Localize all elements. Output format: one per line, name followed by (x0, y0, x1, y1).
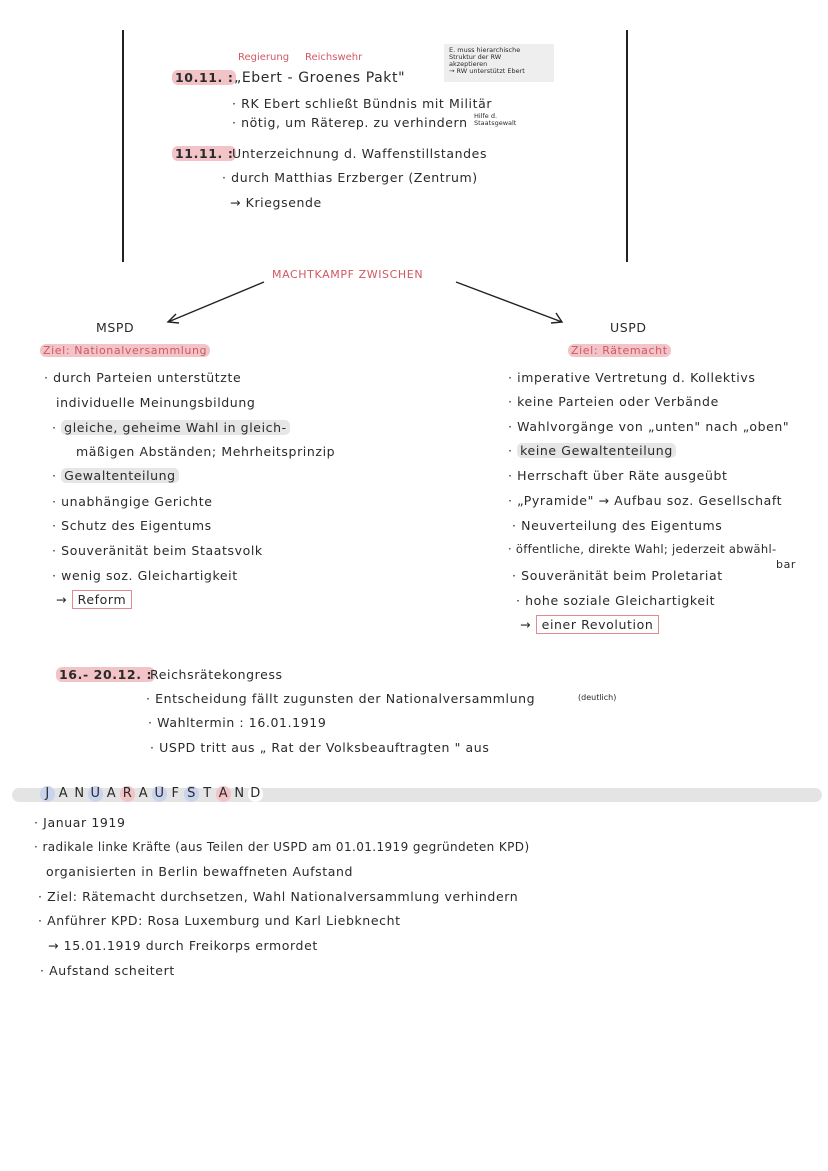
title-letter: A (58, 786, 69, 801)
januar-line-4: · Ziel: Rätemacht durchsetzen, Wahl Nationalversammlung verhindern (38, 889, 518, 904)
top-line-5: → Kriegsende (230, 195, 322, 210)
ebert-groener-pact: „Ebert - Groenes Pakt" (234, 70, 406, 86)
uspd-item-9: · Souveränität beim Proletariat (512, 568, 723, 583)
title-letter: S (184, 786, 199, 802)
title-letter: N (234, 786, 245, 801)
kongress-date: 16.- 20.12. : (56, 667, 155, 682)
uspd-item-4: · keine Gewaltenteilung (508, 443, 676, 458)
label-regierung: Regierung (238, 52, 290, 63)
kongress-line-1-note: (deutlich) (578, 693, 617, 702)
uspd-item-5: · Herrschaft über Räte ausgeübt (508, 468, 728, 483)
kongress-line-2: · Wahltermin : 16.01.1919 (148, 715, 326, 730)
uspd-item-8: · öffentliche, direkte Wahl; jederzeit abwähl- (508, 542, 776, 556)
uspd-result: → einer Revolution (520, 617, 659, 632)
uspd-item-7: · Neuverteilung des Eigentums (512, 518, 722, 533)
title-letter: A (138, 786, 149, 801)
label-reichswehr: Reichswehr (305, 52, 363, 63)
mspd-item-5: · Gewaltenteilung (52, 468, 179, 483)
mspd-item-4: mäßigen Abständen; Mehrheitsprinzip (76, 444, 336, 459)
top-line-2: · nötig, um Räterep. zu verhindern (232, 115, 468, 130)
januar-line-1: · Januar 1919 (34, 815, 126, 830)
januar-line-2: · radikale linke Kräfte (aus Teilen der USPD am 01.01.1919 gegründeten KPD) (34, 840, 530, 854)
title-letter: U (88, 786, 103, 802)
mspd-item-7: · Schutz des Eigentums (52, 518, 212, 533)
title-letter: J (40, 786, 55, 802)
arrow-left (168, 282, 264, 322)
machtkampf-heading: MACHTKAMPF ZWISCHEN (272, 268, 424, 281)
mspd-item-9: · wenig soz. Gleichartigkeit (52, 568, 238, 583)
januar-line-7: · Aufstand scheitert (40, 963, 175, 978)
title-letter: U (152, 786, 167, 802)
uspd-item-2: · keine Parteien oder Verbände (508, 394, 719, 409)
mspd-item-1: · durch Parteien unterstützte (44, 370, 241, 385)
januaraufstand-title (40, 786, 263, 802)
uspd-goal: Ziel: Rätemacht (568, 344, 671, 357)
title-letter: T (203, 786, 212, 801)
arrow-right (456, 282, 562, 322)
title-letter: A (216, 786, 231, 802)
title-letter: F (171, 786, 180, 801)
mspd-result: → Reform (56, 592, 132, 607)
uspd-item-10: · hohe soziale Gleichartigkeit (516, 593, 715, 608)
kongress-line-1: · Entscheidung fällt zugunsten der Nationalversammlung (146, 691, 535, 706)
left-vertical-line (122, 30, 124, 262)
right-vertical-line (626, 30, 628, 262)
mspd-item-2: individuelle Meinungsbildung (56, 395, 256, 410)
januar-line-3: organisierten in Berlin bewaffneten Aufstand (46, 864, 354, 879)
mspd-item-8: · Souveränität beim Staatsvolk (52, 543, 263, 558)
uspd-item-6: · „Pyramide" → Aufbau soz. Gesellschaft (508, 493, 782, 508)
uspd-item-1: · imperative Vertretung d. Kollektivs (508, 370, 755, 385)
date-11-11: 11.11. : (172, 146, 236, 161)
kongress-line-3: · USPD tritt aus „ Rat der Volksbeauftragten " aus (150, 740, 489, 755)
mspd-item-6: · unabhängige Gerichte (52, 494, 212, 509)
kongress-title: Reichsrätekongress (150, 667, 283, 682)
title-letter: A (106, 786, 117, 801)
mspd-title: MSPD (96, 320, 135, 335)
uspd-item-3: · Wahlvorgänge von „unten" nach „oben" (508, 419, 789, 434)
top-line-4: · durch Matthias Erzberger (Zentrum) (222, 170, 478, 185)
title-letter: D (248, 786, 263, 802)
side-note: E. muss hierarchische Struktur der RW akzeptieren → RW unterstützt Ebert (444, 44, 554, 82)
top-line-1: · RK Ebert schließt Bündnis mit Militär (232, 96, 492, 111)
uspd-item-8-cont: bar (776, 558, 797, 571)
januar-line-5: · Anführer KPD: Rosa Luxemburg und Karl Liebknecht (38, 913, 401, 928)
januar-line-6: → 15.01.1919 durch Freikorps ermordet (48, 938, 318, 953)
uspd-title: USPD (610, 320, 647, 335)
mspd-goal: Ziel: Nationalversammlung (40, 344, 210, 357)
top-line-3: Unterzeichnung d. Waffenstillstandes (232, 146, 488, 161)
top-line-2-note: Hilfe d. Staatsgewalt (474, 112, 517, 127)
mspd-item-3: · gleiche, geheime Wahl in gleich- (52, 420, 290, 435)
title-letter: N (74, 786, 85, 801)
date-10-11: 10.11. : (172, 70, 236, 85)
title-letter: R (120, 786, 135, 802)
